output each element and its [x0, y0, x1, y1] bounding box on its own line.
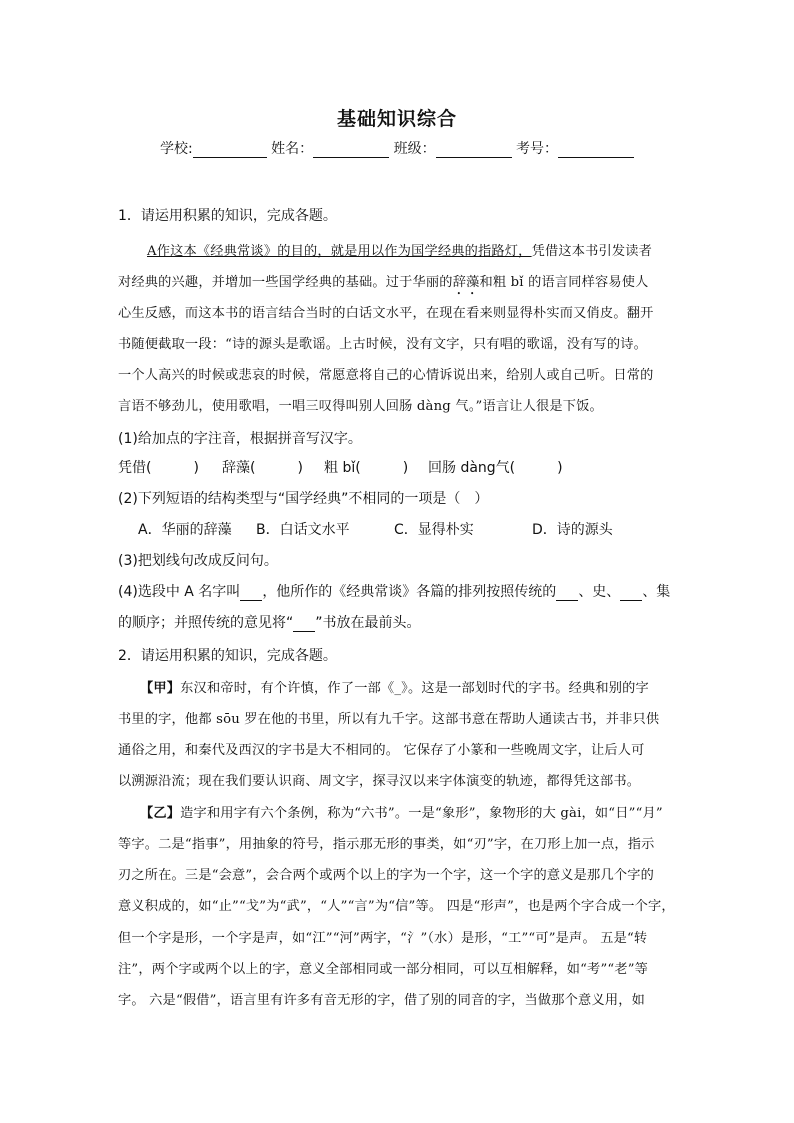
- q2-stem: 2．请运用积累的知识，完成各题。: [118, 648, 337, 664]
- q2-jia-line-1: 【甲】东汉和帝时，有个许慎，作了一部《_》。这是一部划时代的字书。经典和别的字: [140, 681, 649, 696]
- option-a[interactable]: A．华丽的辞藻: [138, 522, 232, 538]
- underlined-sentence: A作这本《经典常谈》的目的，就是用以作为国学经典的指路灯，: [147, 244, 532, 259]
- q1-passage-line-1: A作这本《经典常谈》的目的，就是用以作为国学经典的指路灯，凭借这本书引发读者: [147, 244, 653, 259]
- q1-passage-line-2: 对经典的兴趣，并增加一些国学经典的基础。过于华丽的辞藻和粗 bǐ 的语言同样容易使人: [118, 275, 649, 290]
- q1-sub1: (1)给加点的字注音，根据拼音写汉字。: [118, 431, 362, 447]
- class-label: 班级：: [393, 141, 436, 157]
- q2-yi-line-4: 意义积成的，如“止”“戈”为“武”，“人”“言”为“信”等。 四是“形声”，也是两个字合成一个字，: [118, 899, 675, 914]
- q2-yi-line-3: 刃之所在。三是“会意”，会合两个或两个以上的字为一个字，这一个字的意义是那几个字的: [118, 868, 654, 883]
- answer-blank[interactable]: [620, 587, 642, 601]
- name-blank[interactable]: [313, 143, 389, 158]
- q1-sub1-items: [118, 457, 563, 477]
- item-cubi[interactable]: 粗 bǐ( ): [324, 460, 409, 476]
- student-info-row: [0, 138, 794, 158]
- q2-yi-line-1: 【乙】造字和用字有六个条例，称为“六书”。一是“象形”，象物形的大 gài，如“日”“月”: [140, 806, 663, 821]
- q1-passage-line-5: 一个人高兴的时候或悲哀的时候，常愿意将自己的心情诉说出来，给别人或自己听。日常的: [118, 368, 654, 383]
- q1-stem: 1．请运用积累的知识，完成各题。: [118, 208, 337, 224]
- item-pingjie[interactable]: 凭借( ): [118, 460, 199, 476]
- jia-tag: 【甲】: [140, 681, 181, 696]
- q2-yi-line-7: 字。 六是“假借”，语言里有许多有音无形的字，借了别的同音的字，当做那个意义用，如: [118, 993, 645, 1008]
- yi-tag: 【乙】: [140, 806, 181, 821]
- answer-blank[interactable]: [556, 587, 578, 601]
- q2-jia-line-4: 以溯源沿流；现在我们要认识商、周文字，探寻汉以来字体演变的轨迹，都得凭这部书。: [118, 774, 641, 789]
- item-cizao[interactable]: 辞藻( ): [222, 460, 303, 476]
- q1-passage-line-6: 言语不够劲儿，使用歌唱，一唱三叹得叫别人回肠 dàng 气。”语言让人很是下饭。: [118, 399, 603, 414]
- q2-jia-line-3: 通俗之用，和秦代及西汉的字书是大不相同的。 它保存了小篆和一些晚周文字，让后人可: [118, 743, 645, 758]
- number-blank[interactable]: [558, 143, 634, 158]
- q1-options: [138, 519, 613, 539]
- q1-sub2: (2)下列短语的结构类型与“国学经典”不相同的一项是（ ）: [118, 491, 489, 507]
- q2-jia-line-2: 书里的字，他都 sōu 罗在他的书里，所以有九千字。这部书意在帮助人通读古书，并非只供: [118, 712, 660, 727]
- number-label: 考号：: [516, 141, 559, 157]
- option-d[interactable]: D．诗的源头: [532, 522, 613, 538]
- item-huichang[interactable]: 回肠 dàng气( ): [428, 460, 563, 476]
- option-c[interactable]: C．显得朴实: [394, 522, 474, 538]
- school-label: 学校:: [159, 141, 193, 157]
- q1-sub4-line-2: 的顺序；并照传统的意见将“ ”书放在最前头。: [118, 615, 421, 631]
- q1-sub3: (3)把划线句改成反问句。: [118, 553, 278, 569]
- page-title: 基础知识综合: [336, 108, 457, 130]
- answer-blank[interactable]: [293, 618, 315, 632]
- q1-sub4-line-1: (4)选段中 A 名字叫 ，他所作的《经典常谈》各篇的排列按照传统的 、史、 、集: [118, 584, 671, 600]
- q2-yi-line-2: 等字。二是“指事”，用抽象的符号，指示那无形的事类，如“刃”字，在刀形上加一点，指示: [118, 837, 655, 852]
- class-blank[interactable]: [436, 143, 512, 158]
- q2-yi-line-5: 但一个字是形，一个字是声，如“江”“河”两字，“氵”（水）是形，“工”“可”是声。 五是“转: [118, 931, 648, 946]
- q1-passage-line-4: 书随便截取一段：“诗的源头是歌谣。上古时候，没有文字，只有唱的歌谣，没有写的诗。: [118, 337, 648, 352]
- q2-yi-line-6: 注”，两个字或两个以上的字，意义全部相同或一部分相同，可以互相解释，如“考”“老”等: [118, 962, 649, 977]
- school-blank[interactable]: [193, 143, 267, 158]
- answer-blank[interactable]: [240, 587, 262, 601]
- q1-passage-line-3: 心生反感，而这本书的语言结合当时的白话文水平，在现在看来则显得朴实而又俏皮。翻开: [118, 306, 654, 321]
- name-label: 姓名：: [271, 141, 314, 157]
- option-b[interactable]: B．白话文水平: [256, 522, 350, 538]
- dotted-word: 辞藻: [452, 275, 480, 290]
